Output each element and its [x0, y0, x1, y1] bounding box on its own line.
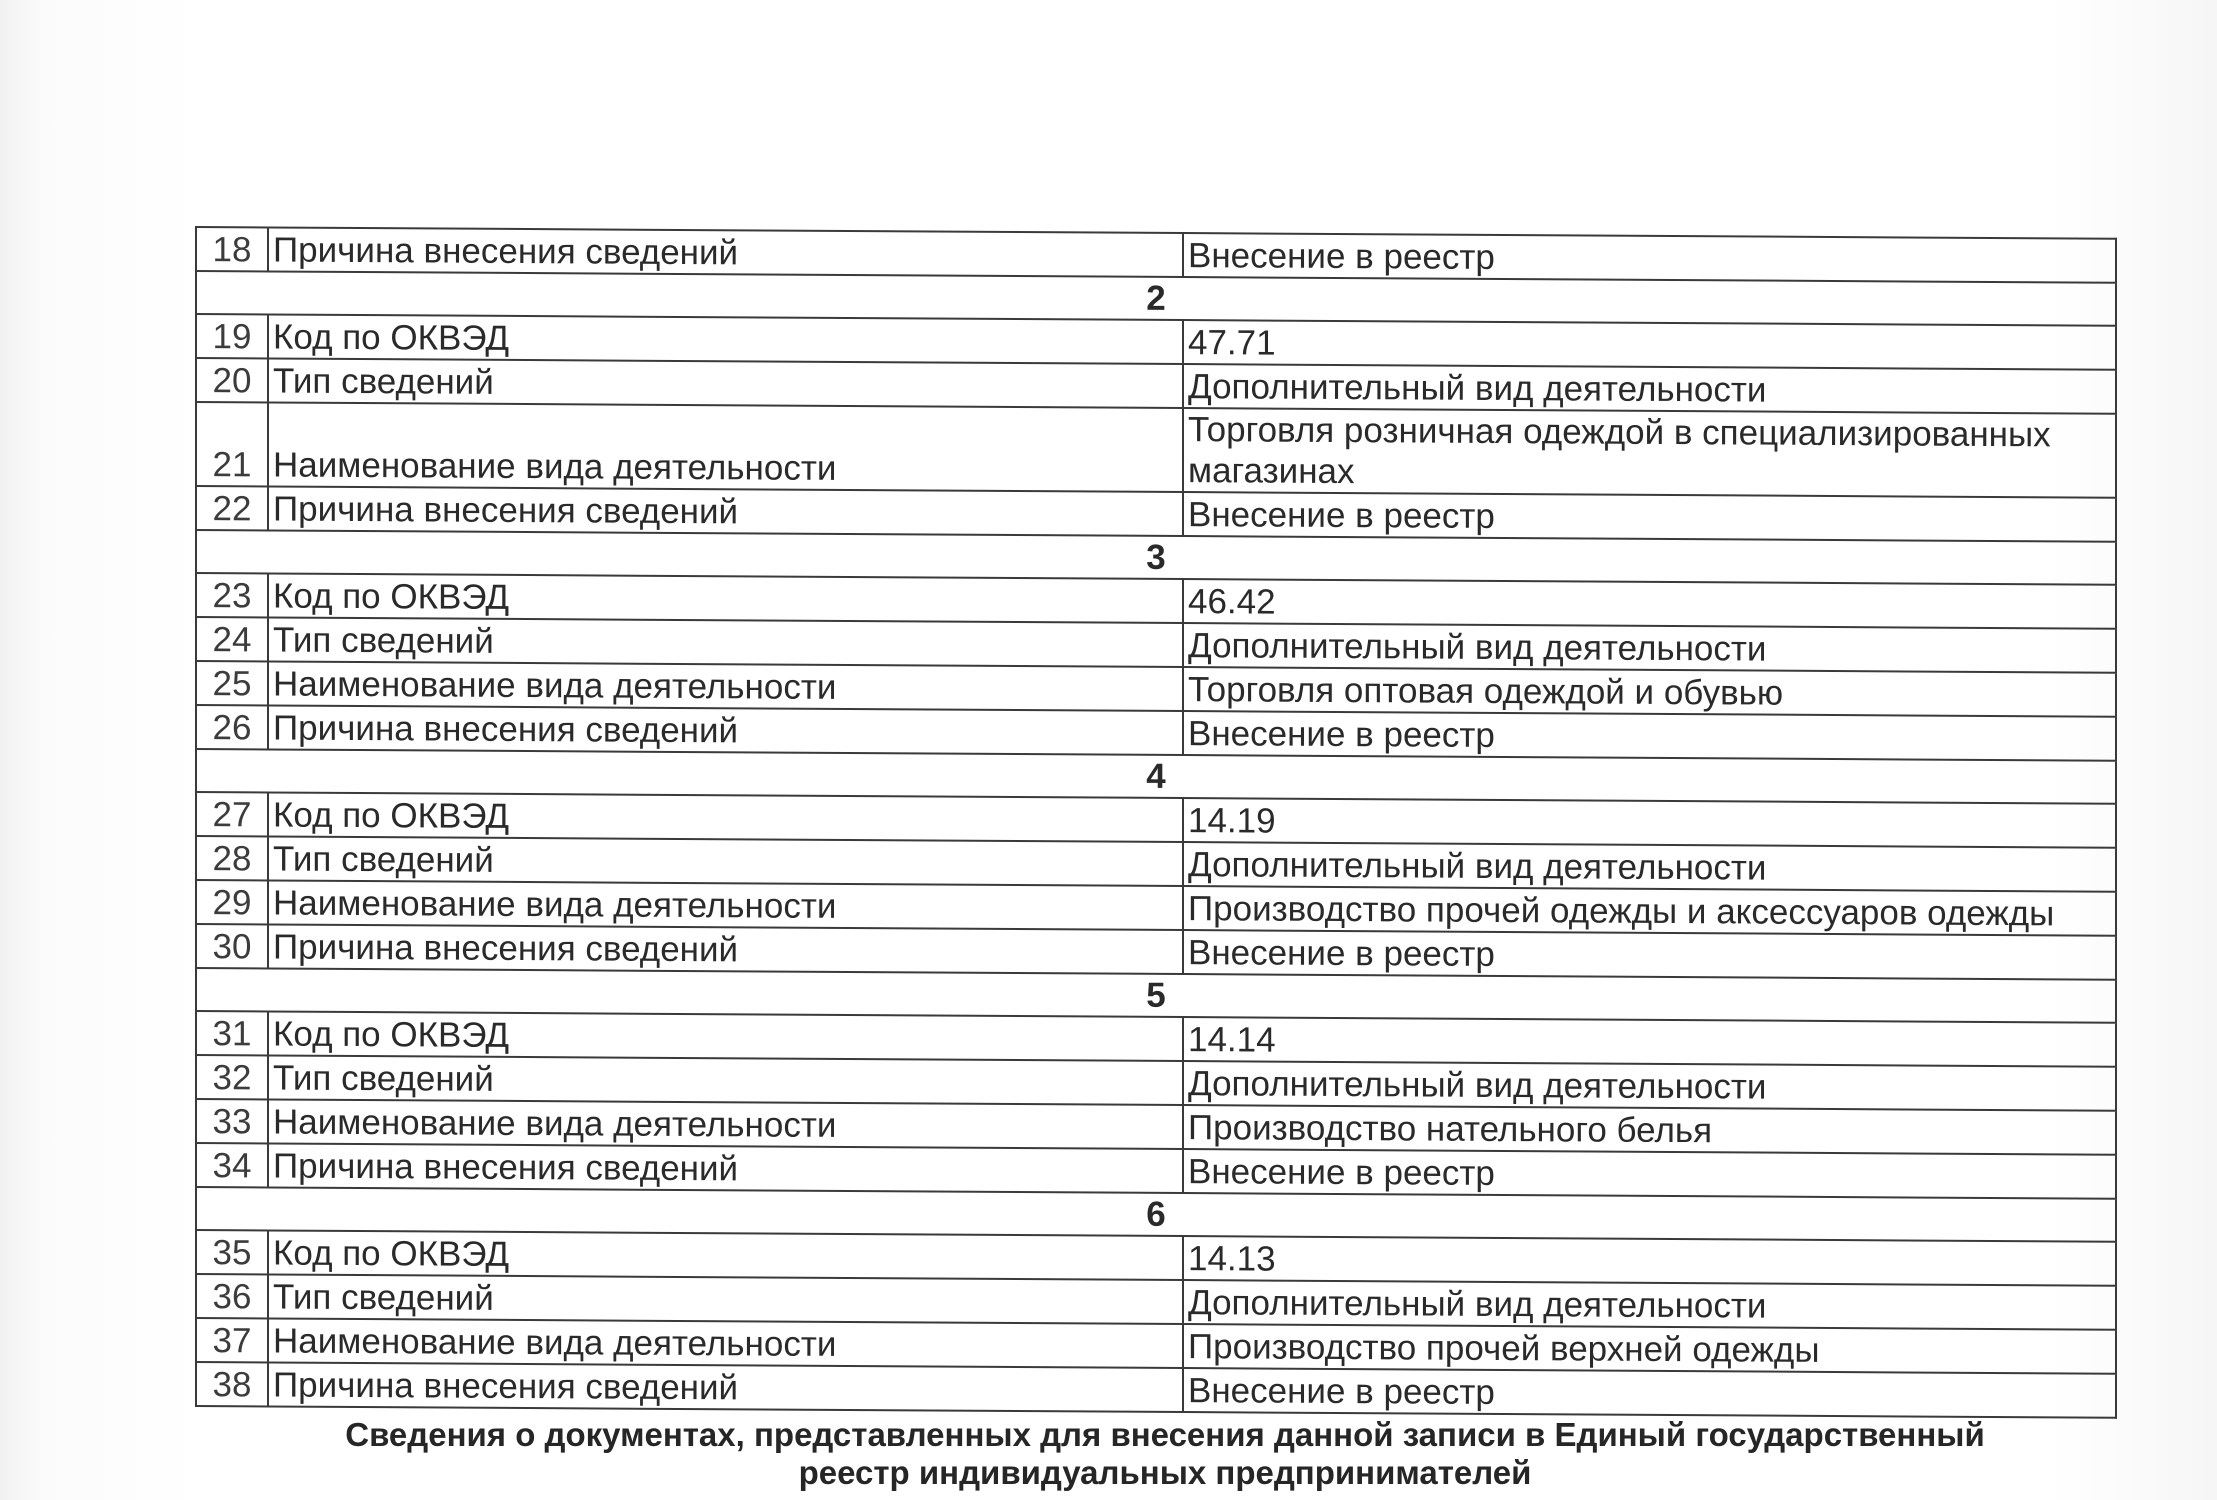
- row-number: 18: [196, 227, 268, 271]
- field-value: Внесение в реестр: [1183, 930, 2116, 980]
- field-label: Наименование вида деятельности: [268, 1099, 1183, 1149]
- field-label: Наименование вида деятельности: [268, 661, 1183, 711]
- registry-extract-sheet: [195, 226, 2115, 1419]
- row-number: 19: [196, 314, 268, 358]
- field-label: Тип сведений: [268, 1055, 1183, 1105]
- row-number: 26: [196, 705, 268, 749]
- section-number: 5: [196, 968, 2116, 1023]
- row-number: 25: [196, 661, 268, 705]
- row-number: 28: [196, 836, 268, 880]
- field-label: Наименование вида деятельности: [268, 880, 1183, 930]
- row-number: 30: [196, 924, 268, 968]
- row-number: 24: [196, 617, 268, 661]
- field-label: Тип сведений: [268, 617, 1183, 667]
- row-number: 36: [196, 1274, 268, 1318]
- field-value: 47.71: [1183, 320, 2116, 370]
- field-value: Дополнительный вид деятельности: [1183, 1280, 2116, 1330]
- field-value: Внесение в реестр: [1183, 711, 2116, 761]
- field-label: Причина внесения сведений: [268, 924, 1183, 974]
- field-value: Внесение в реестр: [1183, 1368, 2116, 1418]
- field-label: Причина внесения сведений: [268, 227, 1183, 277]
- field-label: Тип сведений: [268, 358, 1183, 408]
- field-label: Причина внесения сведений: [268, 1362, 1183, 1412]
- row-number: 38: [196, 1362, 268, 1406]
- row-number: 29: [196, 880, 268, 924]
- row-number: 23: [196, 573, 268, 617]
- field-value: Дополнительный вид деятельности: [1183, 623, 2116, 673]
- field-label: Наименование вида деятельности: [268, 1318, 1183, 1368]
- field-label: Код по ОКВЭД: [268, 1230, 1183, 1280]
- field-label: Код по ОКВЭД: [268, 1011, 1183, 1061]
- row-number: 20: [196, 358, 268, 402]
- field-label: Код по ОКВЭД: [268, 792, 1183, 842]
- field-value: 14.14: [1183, 1017, 2116, 1067]
- row-number: 35: [196, 1230, 268, 1274]
- row-number: 31: [196, 1011, 268, 1055]
- field-label: Код по ОКВЭД: [268, 573, 1183, 623]
- field-value: Производство прочей одежды и аксессуаров одежды: [1183, 886, 2116, 936]
- field-value: 14.19: [1183, 798, 2116, 848]
- field-value: Внесение в реестр: [1183, 1149, 2116, 1199]
- row-number: 32: [196, 1055, 268, 1099]
- field-value: Дополнительный вид деятельности: [1183, 1061, 2116, 1111]
- field-label: Наименование вида деятельности: [268, 402, 1183, 492]
- row-number: 34: [196, 1143, 268, 1187]
- documents-heading-line-2: реестр индивидуальных предпринимателей: [798, 1454, 1532, 1491]
- row-number: 21: [196, 402, 268, 486]
- documents-heading-line-1: Сведения о документах, представленных для внесения данной записи в Единый государственный: [345, 1416, 1985, 1453]
- field-value: Торговля розничная одеждой в специализированных магазинах: [1183, 408, 2116, 498]
- field-value: Внесение в реестр: [1183, 233, 2116, 283]
- field-value: Производство прочей верхней одежды: [1183, 1324, 2116, 1374]
- documents-section-heading: [200, 1416, 2130, 1492]
- row-number: 27: [196, 792, 268, 836]
- field-label: Причина внесения сведений: [268, 705, 1183, 755]
- section-number: 6: [196, 1187, 2116, 1242]
- field-value: Дополнительный вид деятельности: [1183, 842, 2116, 892]
- activities-table: [195, 226, 2117, 1419]
- table-row: [196, 402, 2116, 498]
- field-value: Производство нательного белья: [1183, 1105, 2116, 1155]
- row-number: 22: [196, 486, 268, 530]
- row-number: 33: [196, 1099, 268, 1143]
- field-value: Внесение в реестр: [1183, 492, 2116, 542]
- field-value: 14.13: [1183, 1236, 2116, 1286]
- row-number: 37: [196, 1318, 268, 1362]
- field-value: Дополнительный вид деятельности: [1183, 364, 2116, 414]
- section-number: 2: [196, 271, 2116, 326]
- field-label: Тип сведений: [268, 836, 1183, 886]
- activities-table-body: [196, 227, 2116, 1418]
- field-value: 46.42: [1183, 579, 2116, 629]
- field-label: Код по ОКВЭД: [268, 314, 1183, 364]
- field-label: Тип сведений: [268, 1274, 1183, 1324]
- section-number: 3: [196, 530, 2116, 585]
- field-label: Причина внесения сведений: [268, 486, 1183, 536]
- field-value: Торговля оптовая одеждой и обувью: [1183, 667, 2116, 717]
- field-label: Причина внесения сведений: [268, 1143, 1183, 1193]
- section-number: 4: [196, 749, 2116, 804]
